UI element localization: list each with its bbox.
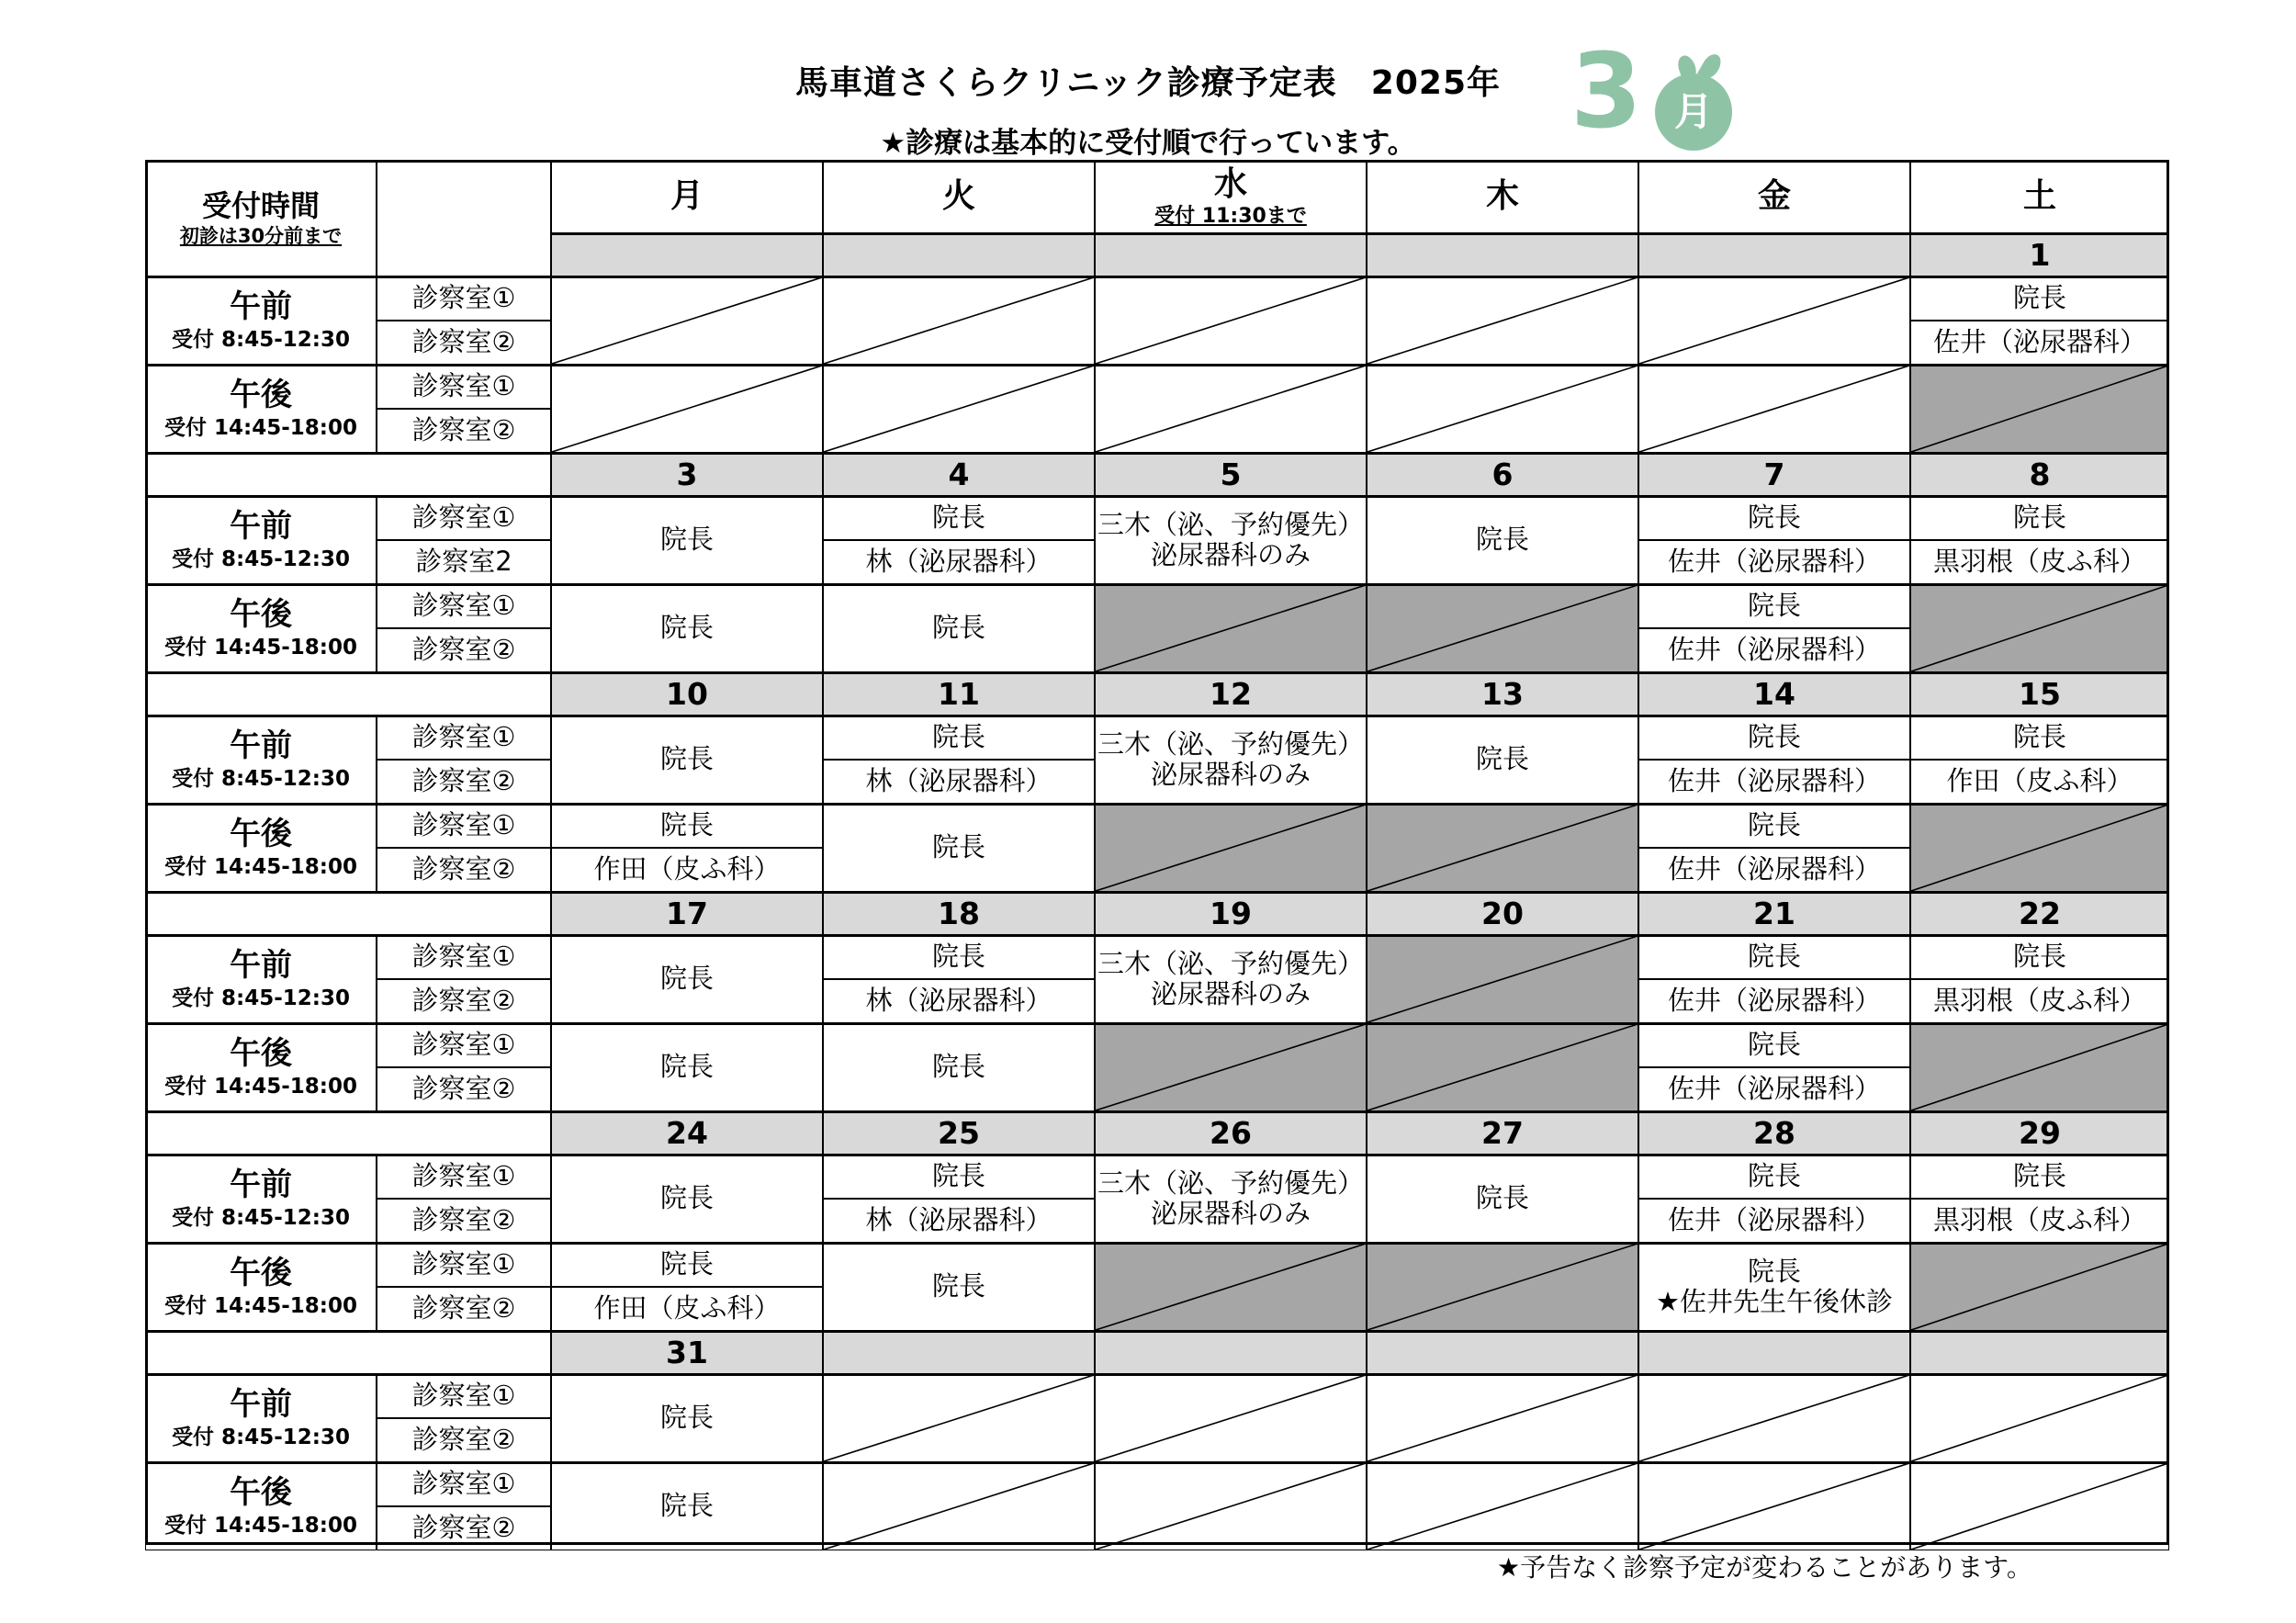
day-name: 土 [2022, 177, 2056, 216]
month-badge [1570, 32, 1745, 154]
room-1-label: 診察室① [377, 1155, 551, 1199]
date-cell: 7 [1638, 453, 1910, 496]
doctor-room1: 院長 [551, 1243, 823, 1287]
doctor-room1: 院長 [823, 935, 1095, 979]
no-session-cell [1638, 276, 1910, 365]
date-cell: 4 [823, 453, 1095, 496]
closed-cell [1367, 1243, 1638, 1331]
doctor-room2: 黒羽根（皮ふ科） [1910, 979, 2169, 1023]
diagonal-slash [1096, 1375, 1366, 1461]
period-hours: 受付 14:45-18:00 [164, 1293, 357, 1318]
no-session-cell [823, 365, 1095, 453]
diagonal-slash [824, 277, 1094, 364]
diagonal-slash [1911, 1375, 2168, 1461]
period-name: 午前 [230, 1166, 292, 1203]
block-separator [145, 1154, 2169, 1156]
period-label-pm [145, 804, 377, 892]
no-session-cell [1095, 1462, 1367, 1550]
diagonal-slash [1639, 366, 1909, 452]
doctor-room2: 林（泌尿器科） [823, 540, 1095, 584]
room-1-label: 診察室① [377, 365, 551, 409]
doctor-room1: 院長 [1910, 276, 2169, 321]
period-name: 午前 [230, 507, 292, 545]
date-cell: 26 [1095, 1111, 1367, 1155]
room-2-label: 診察室② [377, 760, 551, 804]
date-cell: 1 [1910, 233, 2169, 276]
month-number: 3 [1570, 32, 1642, 152]
diagonal-slash [1639, 277, 1909, 364]
doctor-both-rooms: 院長 [1367, 496, 1638, 584]
diagonal-slash [1367, 1024, 1638, 1110]
week-gap-cell [145, 1111, 551, 1155]
day-name: 金 [1757, 177, 1791, 216]
no-session-cell [1367, 365, 1638, 453]
date-cell: 31 [551, 1331, 823, 1374]
no-session-cell [1638, 1462, 1910, 1550]
diagonal-slash [824, 1375, 1094, 1461]
period-label-am [145, 935, 377, 1023]
room-1-label: 診察室① [377, 804, 551, 848]
doctor-room2: 黒羽根（皮ふ科） [1910, 540, 2169, 584]
doctor-both-rooms: 三木（泌、予約優先） 泌尿器科のみ [1095, 1155, 1367, 1243]
page-title: 馬車道さくらクリニック診療予定表 2025年 [794, 64, 1502, 102]
diagonal-slash [1096, 1244, 1366, 1330]
date-cell: 29 [1910, 1111, 2169, 1155]
diagonal-slash [1367, 366, 1638, 452]
period-hours: 受付 8:45-12:30 [172, 1425, 350, 1449]
diagonal-slash [1096, 1463, 1366, 1550]
date-cell [1367, 233, 1638, 276]
no-session-cell [551, 365, 823, 453]
room-2-label: 診察室② [377, 409, 551, 453]
block-separator [145, 1461, 2169, 1464]
room-1-label: 診察室① [377, 716, 551, 760]
date-cell [551, 233, 823, 276]
period-name: 午後 [230, 815, 292, 852]
block-separator [145, 1022, 2169, 1025]
date-cell: 25 [823, 1111, 1095, 1155]
diagonal-slash [1096, 1024, 1366, 1110]
date-cell: 27 [1367, 1111, 1638, 1155]
doctor-both-rooms: 院長 [823, 584, 1095, 672]
date-cell: 22 [1910, 892, 2169, 935]
block-separator [145, 1373, 2169, 1376]
date-cell [1910, 1331, 2169, 1374]
date-cell: 24 [551, 1111, 823, 1155]
block-separator [145, 452, 2169, 455]
diagonal-slash [1096, 585, 1366, 671]
doctor-room1: 院長 [1638, 1155, 1910, 1199]
date-cell [1095, 233, 1367, 276]
doctor-room2: 林（泌尿器科） [823, 760, 1095, 804]
doctor-both-rooms: 院長 [1367, 716, 1638, 804]
room-1-label: 診察室① [377, 584, 551, 628]
diagonal-slash [1367, 936, 1638, 1022]
closed-cell [1910, 804, 2169, 892]
period-hours: 受付 8:45-12:30 [172, 766, 350, 791]
diagonal-slash [824, 366, 1094, 452]
day-header-0 [551, 160, 823, 233]
room-1-label: 診察室① [377, 935, 551, 979]
closed-cell [1910, 365, 2169, 453]
doctor-both-rooms: 院長 [551, 716, 823, 804]
week-gap-cell [145, 453, 551, 496]
room-2-label: 診察室② [377, 321, 551, 365]
doctor-both-rooms: 院長 [551, 1023, 823, 1111]
no-session-cell [1367, 1462, 1638, 1550]
date-cell: 10 [551, 672, 823, 716]
week-gap-cell [145, 672, 551, 716]
diagonal-slash [1096, 277, 1366, 364]
doctor-both-rooms: 院長 [823, 1243, 1095, 1331]
room-2-label: 診察室② [377, 1287, 551, 1331]
doctor-both-rooms: 三木（泌、予約優先） 泌尿器科のみ [1095, 935, 1367, 1023]
footnote: ★予告なく診察予定が変わることがあります。 [1497, 1552, 2032, 1583]
date-cell: 15 [1910, 672, 2169, 716]
doctor-both-rooms: 三木（泌、予約優先） 泌尿器科のみ [1095, 496, 1367, 584]
period-hours: 受付 14:45-18:00 [164, 854, 357, 879]
date-cell: 5 [1095, 453, 1367, 496]
doctor-room1: 院長 [823, 1155, 1095, 1199]
doctor-room2: 林（泌尿器科） [823, 1199, 1095, 1243]
closed-cell [1095, 804, 1367, 892]
period-name: 午後 [230, 1473, 292, 1511]
period-label-pm [145, 1023, 377, 1111]
doctor-room2: 作田（皮ふ科） [551, 848, 823, 892]
block-separator [551, 232, 2169, 235]
no-session-cell [1095, 365, 1367, 453]
doctor-room1: 院長 [1638, 804, 1910, 848]
no-session-cell [823, 1374, 1095, 1462]
doctor-both-rooms: 三木（泌、予約優先） 泌尿器科のみ [1095, 716, 1367, 804]
doctor-room1: 院長 [1910, 1155, 2169, 1199]
no-session-cell [1095, 276, 1367, 365]
doctor-both-rooms: 院長 [551, 1462, 823, 1550]
no-session-cell [1638, 365, 1910, 453]
date-cell: 12 [1095, 672, 1367, 716]
closed-cell [1910, 584, 2169, 672]
closed-cell [1910, 1243, 2169, 1331]
room-2-label: 診察室② [377, 1199, 551, 1243]
closed-cell [1095, 584, 1367, 672]
day-note: 受付 11:30まで [1154, 205, 1307, 229]
doctor-room2: 佐井（泌尿器科） [1638, 1199, 1910, 1243]
period-hours: 受付 14:45-18:00 [164, 415, 357, 440]
doctor-both-rooms: 院長 [823, 1023, 1095, 1111]
period-name: 午前 [230, 946, 292, 984]
room-1-label: 診察室① [377, 1374, 551, 1418]
doctor-room1: 院長 [1910, 716, 2169, 760]
period-label-pm [145, 1243, 377, 1331]
day-header-1 [823, 160, 1095, 233]
period-hours: 受付 8:45-12:30 [172, 547, 350, 571]
first-visit-note: 初診は30分前まで [179, 225, 343, 248]
no-session-cell [1095, 1374, 1367, 1462]
no-session-cell [1910, 1374, 2169, 1462]
day-name: 木 [1485, 177, 1519, 216]
period-name: 午後 [230, 1254, 292, 1291]
period-name: 午後 [230, 595, 292, 633]
day-header-2 [1095, 160, 1367, 233]
period-hours: 受付 14:45-18:00 [164, 1074, 357, 1099]
diagonal-slash [1911, 366, 2168, 452]
doctor-room1: 院長 [1910, 496, 2169, 540]
doctor-room2: 作田（皮ふ科） [1910, 760, 2169, 804]
doctor-room1: 院長 [1638, 716, 1910, 760]
period-name: 午前 [230, 1385, 292, 1423]
doctor-room1: 院長 [1638, 584, 1910, 628]
no-session-cell [823, 1462, 1095, 1550]
diagonal-slash [1911, 585, 2168, 671]
doctor-room2: 作田（皮ふ科） [551, 1287, 823, 1331]
diagonal-slash [1367, 805, 1638, 891]
doctor-both-rooms: 院長 ★佐井先生午後休診 [1638, 1243, 1910, 1331]
doctor-room2: 佐井（泌尿器科） [1638, 848, 1910, 892]
block-separator [145, 803, 2169, 806]
diagonal-slash [1367, 1463, 1638, 1550]
period-label-pm [145, 365, 377, 453]
doctor-both-rooms: 院長 [551, 496, 823, 584]
period-name: 午後 [230, 1034, 292, 1072]
page-subtitle: ★診療は基本的に受付順で行っています。 [880, 127, 1416, 160]
period-hours: 受付 14:45-18:00 [164, 1513, 357, 1538]
date-cell: 14 [1638, 672, 1910, 716]
room-2-label: 診察室② [377, 1506, 551, 1550]
block-separator [145, 495, 2169, 498]
period-hours: 受付 8:45-12:30 [172, 327, 350, 352]
block-separator [145, 364, 2169, 366]
period-label-am [145, 716, 377, 804]
date-cell: 18 [823, 892, 1095, 935]
no-session-cell [1367, 276, 1638, 365]
diagonal-slash [1096, 805, 1366, 891]
closed-cell [1367, 584, 1638, 672]
date-cell: 20 [1367, 892, 1638, 935]
block-separator [145, 276, 2169, 278]
doctor-room1: 院長 [1910, 935, 2169, 979]
no-session-cell [1638, 1374, 1910, 1462]
doctor-room2: 黒羽根（皮ふ科） [1910, 1199, 2169, 1243]
doctor-both-rooms: 院長 [551, 584, 823, 672]
doctor-room2: 佐井（泌尿器科） [1638, 1067, 1910, 1111]
date-cell [1638, 233, 1910, 276]
block-separator [145, 671, 2169, 674]
header-room-blank [377, 160, 551, 276]
day-name: 火 [941, 177, 975, 216]
date-cell: 21 [1638, 892, 1910, 935]
diagonal-slash [1367, 1375, 1638, 1461]
room-2-label: 診察室② [377, 848, 551, 892]
diagonal-slash [552, 366, 822, 452]
diagonal-slash [1639, 1463, 1909, 1550]
block-separator [145, 1330, 2169, 1333]
diagonal-slash [824, 1463, 1094, 1550]
block-separator [145, 1110, 2169, 1113]
diagonal-slash [1639, 1375, 1909, 1461]
no-session-cell [551, 276, 823, 365]
schedule-table [145, 160, 2169, 1545]
room-2-label: 診察室② [377, 1418, 551, 1462]
room-1-label: 診察室① [377, 276, 551, 321]
diagonal-slash [1367, 585, 1638, 671]
block-separator [145, 891, 2169, 894]
closed-cell [1367, 804, 1638, 892]
diagonal-slash [552, 277, 822, 364]
room-2-label: 診察室2 [377, 540, 551, 584]
date-cell [823, 1331, 1095, 1374]
period-label-am [145, 1374, 377, 1462]
doctor-both-rooms: 院長 [823, 804, 1095, 892]
date-cell [1367, 1331, 1638, 1374]
period-hours: 受付 8:45-12:30 [172, 1205, 350, 1230]
day-header-4 [1638, 160, 1910, 233]
no-session-cell [1367, 1374, 1638, 1462]
diagonal-slash [1911, 1024, 2168, 1110]
closed-cell [1910, 1023, 2169, 1111]
doctor-room1: 院長 [1638, 496, 1910, 540]
date-cell: 3 [551, 453, 823, 496]
doctor-room2: 佐井（泌尿器科） [1910, 321, 2169, 365]
doctor-room2: 佐井（泌尿器科） [1638, 979, 1910, 1023]
diagonal-slash [1367, 1244, 1638, 1330]
doctor-room1: 院長 [1638, 935, 1910, 979]
room-2-label: 診察室② [377, 628, 551, 672]
block-separator [145, 1242, 2169, 1245]
room-1-label: 診察室① [377, 1023, 551, 1067]
block-separator [145, 934, 2169, 937]
date-cell [823, 233, 1095, 276]
doctor-room1: 院長 [1638, 1023, 1910, 1067]
month-unit-circle: 月 [1655, 73, 1732, 151]
diagonal-slash [1096, 366, 1366, 452]
date-cell [1638, 1331, 1910, 1374]
diagonal-slash [1367, 277, 1638, 364]
day-name: 水 [1213, 164, 1247, 203]
date-cell: 19 [1095, 892, 1367, 935]
header-reception-label [145, 160, 377, 276]
block-separator [145, 583, 2169, 586]
date-cell: 17 [551, 892, 823, 935]
period-label-am [145, 496, 377, 584]
block-separator [145, 715, 2169, 717]
date-cell [1095, 1331, 1367, 1374]
period-name: 午後 [230, 376, 292, 413]
diagonal-slash [1911, 805, 2168, 891]
doctor-both-rooms: 院長 [551, 1374, 823, 1462]
day-header-5 [1910, 160, 2169, 233]
room-1-label: 診察室① [377, 496, 551, 540]
closed-cell [1367, 1023, 1638, 1111]
room-2-label: 診察室② [377, 1067, 551, 1111]
closed-cell [1095, 1243, 1367, 1331]
doctor-room2: 佐井（泌尿器科） [1638, 540, 1910, 584]
period-name: 午前 [230, 287, 292, 325]
doctor-room2: 林（泌尿器科） [823, 979, 1095, 1023]
doctor-both-rooms: 院長 [1367, 1155, 1638, 1243]
period-hours: 受付 14:45-18:00 [164, 635, 357, 659]
diagonal-slash [1911, 1463, 2168, 1550]
room-1-label: 診察室① [377, 1462, 551, 1506]
period-label-pm [145, 1462, 377, 1550]
doctor-both-rooms: 院長 [551, 1155, 823, 1243]
closed-cell [1095, 1023, 1367, 1111]
day-header-3 [1367, 160, 1638, 233]
doctor-room1: 院長 [551, 804, 823, 848]
date-cell: 11 [823, 672, 1095, 716]
date-cell: 6 [1367, 453, 1638, 496]
reception-time-title: 受付時間 [201, 187, 320, 223]
no-session-cell [823, 276, 1095, 365]
room-1-label: 診察室① [377, 1243, 551, 1287]
no-session-cell [1910, 1462, 2169, 1550]
date-cell: 8 [1910, 453, 2169, 496]
doctor-both-rooms: 院長 [551, 935, 823, 1023]
period-name: 午前 [230, 727, 292, 764]
doctor-room2: 佐井（泌尿器科） [1638, 760, 1910, 804]
date-cell: 28 [1638, 1111, 1910, 1155]
period-label-am [145, 1155, 377, 1243]
doctor-room1: 院長 [823, 496, 1095, 540]
period-hours: 受付 8:45-12:30 [172, 986, 350, 1010]
period-label-am [145, 276, 377, 365]
day-name: 月 [670, 177, 703, 216]
closed-cell [1367, 935, 1638, 1023]
period-label-pm [145, 584, 377, 672]
doctor-room1: 院長 [823, 716, 1095, 760]
diagonal-slash [1911, 1244, 2168, 1330]
doctor-room2: 佐井（泌尿器科） [1638, 628, 1910, 672]
week-gap-cell [145, 892, 551, 935]
week-gap-cell [145, 1331, 551, 1374]
date-cell: 13 [1367, 672, 1638, 716]
room-2-label: 診察室② [377, 979, 551, 1023]
